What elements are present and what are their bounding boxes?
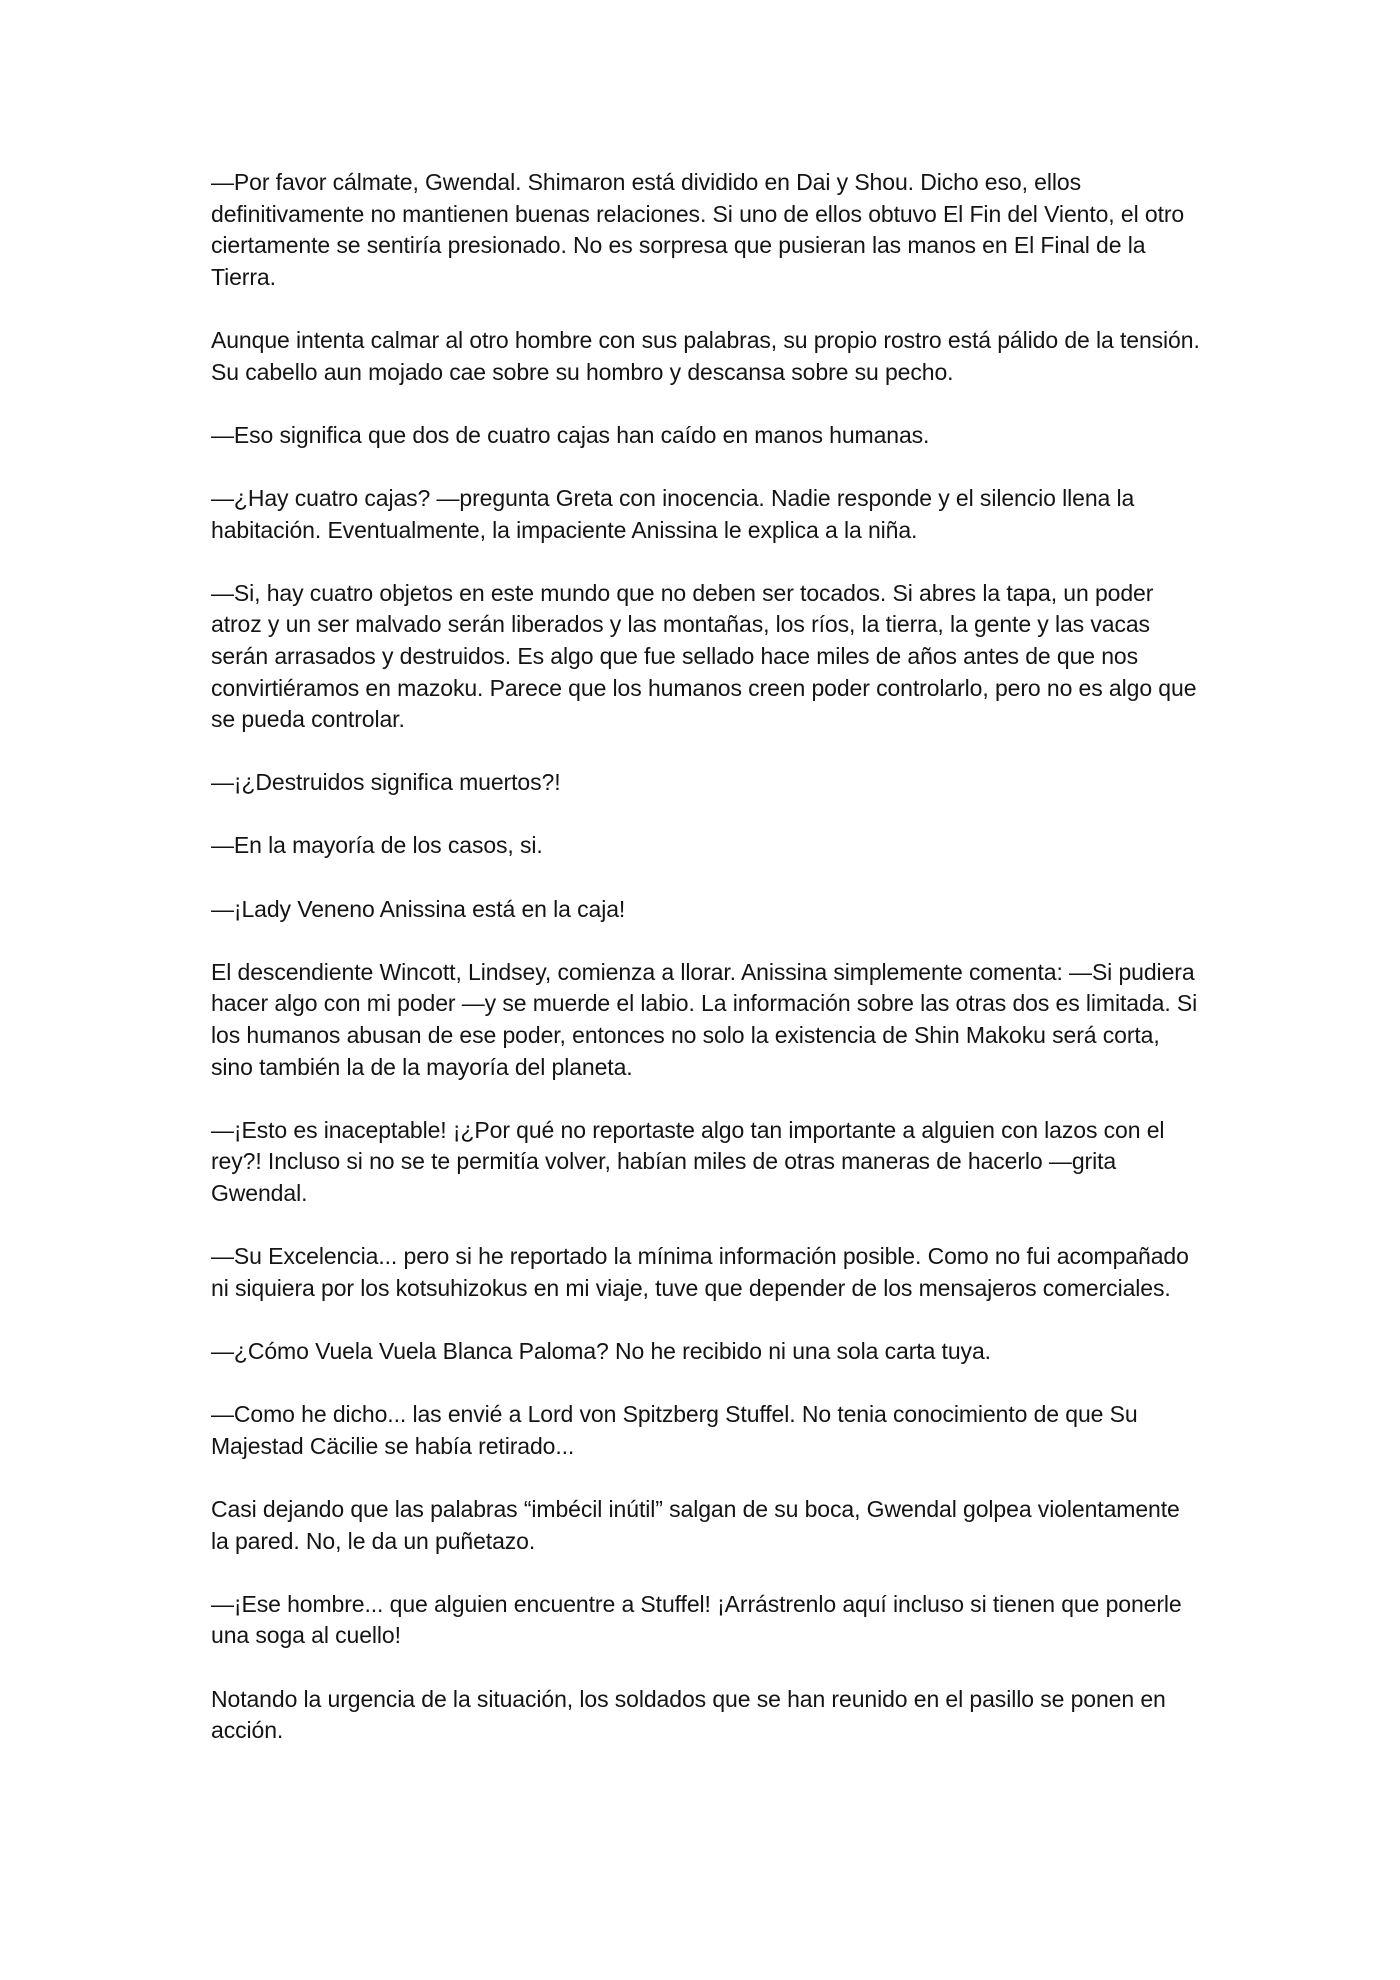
paragraph-15: —¡Ese hombre... que alguien encuentre a Stuffel! ¡Arrástrenlo aquí incluso si tienen que ponerle una soga al cuello! [211, 1590, 1182, 1649]
paragraph-16: Notando la urgencia de la situación, los soldados que se han reunido en el pasillo se ponen en acción. [211, 1685, 1166, 1744]
paragraph-14: Casi dejando que las palabras “imbécil inútil” salgan de su boca, Gwendal golpea violentamente la pared. No, le da un puñetazo. [211, 1495, 1180, 1554]
paragraph-7: —En la mayoría de los casos, si. [211, 832, 543, 859]
paragraph-10: —¡Esto es inaceptable! ¡¿Por qué no reportaste algo tan importante a alguien con lazos con el rey?! Incluso si no se te permitía volver, habían miles de otras maneras de hacerlo —grita Gwendal. [211, 1116, 1165, 1206]
paragraph-8: —¡Lady Veneno Anissina está en la caja! [211, 895, 626, 922]
paragraph-4: —¿Hay cuatro cajas? —pregunta Greta con inocencia. Nadie responde y el silencio llena la habitación. Eventualmente, la impaciente Anissina le explica a la niña. [211, 484, 1135, 543]
paragraph-5: —Si, hay cuatro objetos en este mundo que no deben ser tocados. Si abres la tapa, un poder atroz y un ser malvado serán liberados y las montañas, los ríos, la tierra, la gente y las vacas serán arrasados y destruidos. Es algo que fue sellado hace miles de años antes de que nos convirtiéramos en mazoku. Parece que los humanos creen poder controlarlo, pero no es algo que se pueda controlar. [211, 579, 1197, 733]
paragraph-12: —¿Cómo Vuela Vuela Blanca Paloma? No he recibido ni una sola carta tuya. [211, 1337, 991, 1364]
paragraph-13: —Como he dicho... las envié a Lord von Spitzberg Stuffel. No tenia conocimiento de que Su Majestad Cäcilie se había retirado... [211, 1401, 1138, 1459]
paragraph-3: —Eso significa que dos de cuatro cajas han caído en manos humanas. [211, 421, 930, 448]
paragraph-2: Aunque intenta calmar al otro hombre con sus palabras, su propio rostro está pálido de la tensión. Su cabello aun mojado cae sobre su hombro y descansa sobre su pecho. [211, 326, 1200, 385]
paragraph-11: —Su Excelencia... pero si he reportado la mínima información posible. Como no fui acompañado ni siquiera por los kotsuhizokus en mi viaje, tuve que depender de los mensajeros comerciales. [211, 1243, 1189, 1301]
document-page [211, 167, 1201, 1778]
paragraph-6: —¡¿Destruidos significa muertos?! [211, 769, 561, 796]
paragraph-9: El descendiente Wincott, Lindsey, comienza a llorar. Anissina simplemente comenta: —Si pudiera hacer algo con mi poder —y se muerde el labio. La información sobre las otras dos es limitada. Si los humanos abusan de ese poder, entonces no solo la existencia de Shin Makoku será corta, sino también la de la mayoría del planeta. [211, 958, 1198, 1080]
paragraph-1: —Por favor cálmate, Gwendal. Shimaron está dividido en Dai y Shou. Dicho eso, ellos definitivamente no mantienen buenas relaciones. Si uno de ellos obtuvo El Fin del Viento, el otro ciertamente se sentiría presionado. No es sorpresa que pusieran las manos en El Final de la Tierra. [211, 169, 1185, 290]
